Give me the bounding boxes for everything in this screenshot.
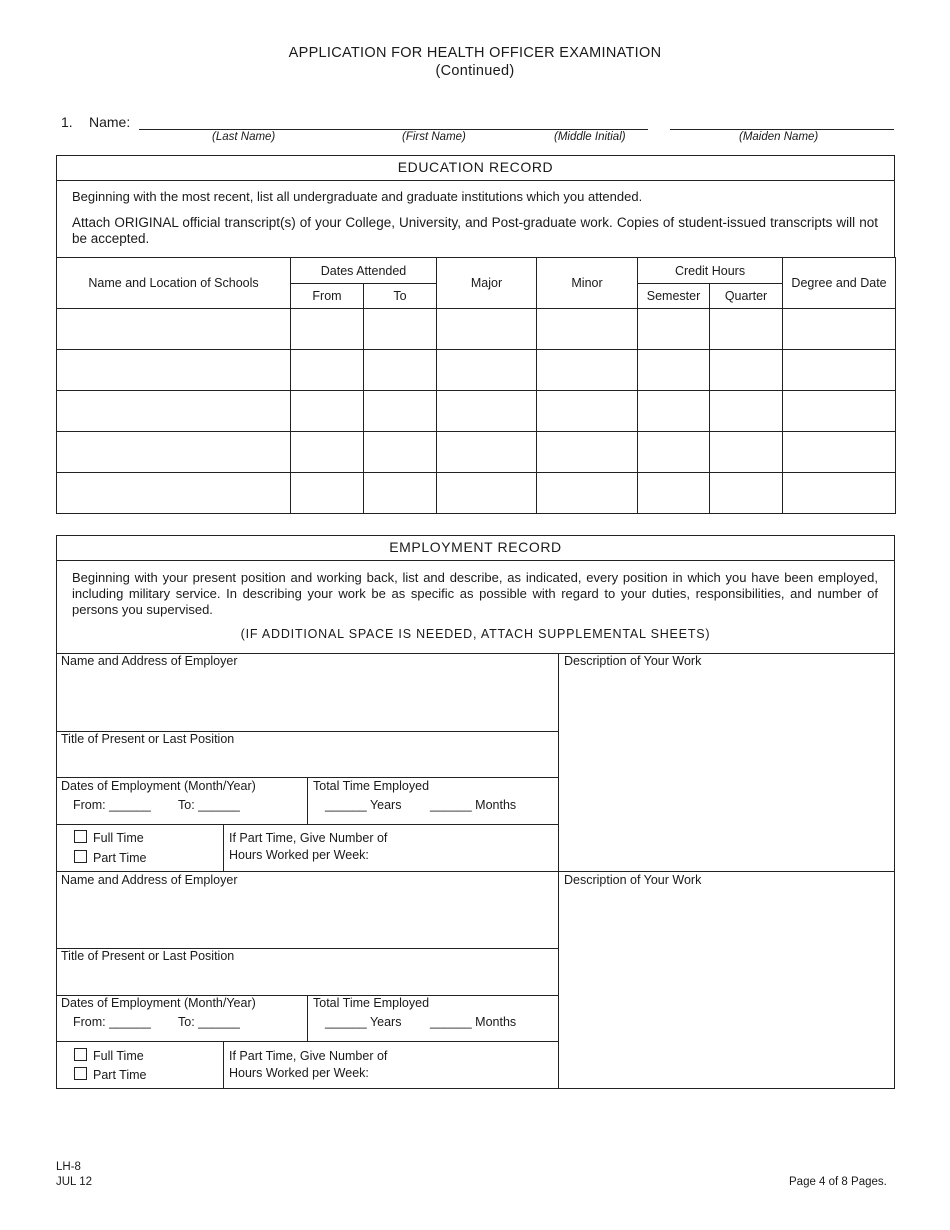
col-minor-header: Minor [537,258,638,309]
full-time-checkbox[interactable] [74,830,87,843]
employment-block-1 [56,653,895,872]
divider [56,1041,558,1042]
major-cell[interactable] [437,309,537,350]
education-table [56,257,896,514]
to-cell[interactable] [364,432,437,473]
col-major-header: Major [437,258,537,309]
quarter-cell[interactable] [710,350,783,391]
full-time-label: Full Time [93,1049,144,1063]
divider [56,824,558,825]
school-cell[interactable] [57,432,291,473]
from-cell[interactable] [291,391,364,432]
table-row [57,391,896,432]
from-cell[interactable] [291,350,364,391]
semester-cell[interactable] [638,309,710,350]
to-field[interactable]: To: ______ [178,798,240,812]
to-cell[interactable] [364,391,437,432]
minor-cell[interactable] [537,473,638,514]
total-time-label: Total Time Employed [313,996,430,1010]
employer-label: Name and Address of Employer [61,873,238,887]
divider [223,824,224,872]
dates-label: Dates of Employment (Month/Year) [61,996,256,1010]
minor-cell[interactable] [537,391,638,432]
employer-label: Name and Address of Employer [61,654,238,668]
position-title-label: Title of Present or Last Position [61,732,235,746]
minor-cell[interactable] [537,309,638,350]
table-row [57,350,896,391]
form-subtitle: (Continued) [435,63,515,79]
semester-cell[interactable] [638,432,710,473]
major-cell[interactable] [437,473,537,514]
maiden-name-input-line[interactable] [670,129,894,130]
page-number: Page 4 of 8 Pages. [789,1176,887,1188]
name-label: Name: [89,114,131,130]
education-intro-1: Beginning with the most recent, list all undergraduate and graduate institutions which you attended. [72,189,643,204]
from-field[interactable]: From: ______ [73,798,151,812]
middle-initial-caption: (Middle Initial) [554,131,626,143]
employment-record-title: EMPLOYMENT RECORD [389,539,562,555]
col-school-header: Name and Location of Schools [57,258,291,309]
education-intro-2: Attach ORIGINAL official transcript(s) of your College, University, and Post-graduate work. Copies of student-issued transcripts will not be accepted. [72,215,878,246]
full-time-option[interactable] [74,830,144,845]
major-cell[interactable] [437,391,537,432]
maiden-name-caption: (Maiden Name) [739,131,819,143]
divider [307,777,308,824]
school-cell[interactable] [57,473,291,514]
col-dates-header: Dates Attended [291,258,437,284]
block-2-vertical-divider [558,871,559,1089]
table-row [57,473,896,514]
employment-intro: Beginning with your present position and working back, list and describe, as indicated, every position in which you have been employed, including military service. In describing your work be as specific as possible with regard to your duties, responsibilities, and number of persons you supervised. [72,570,878,617]
part-time-option[interactable] [74,850,147,865]
school-cell[interactable] [57,309,291,350]
col-quarter-header: Quarter [710,284,783,309]
col-credit-header: Credit Hours [638,258,783,284]
part-time-label: Part Time [93,851,147,865]
degree-cell[interactable] [783,473,896,514]
form-title: APPLICATION FOR HEALTH OFFICER EXAMINATION [288,45,662,61]
last-name-caption: (Last Name) [212,131,276,143]
years-field[interactable]: ______ Years [325,1015,402,1029]
school-cell[interactable] [57,350,291,391]
semester-cell[interactable] [638,391,710,432]
minor-cell[interactable] [537,432,638,473]
education-title-divider [56,180,895,181]
from-cell[interactable] [291,432,364,473]
to-field[interactable]: To: ______ [178,1015,240,1029]
quarter-cell[interactable] [710,309,783,350]
form-date: JUL 12 [56,1176,93,1188]
name-input-line[interactable] [139,129,648,130]
from-field[interactable]: From: ______ [73,1015,151,1029]
supplemental-note: (IF ADDITIONAL SPACE IS NEEDED, ATTACH SUPPLEMENTAL SHEETS) [240,627,711,641]
part-time-option[interactable] [74,1067,147,1082]
part-time-label: Part Time [93,1068,147,1082]
description-label: Description of Your Work [564,654,702,668]
part-time-checkbox[interactable] [74,850,87,863]
months-field[interactable]: ______ Months [430,1015,517,1029]
minor-cell[interactable] [537,350,638,391]
total-time-label: Total Time Employed [313,779,430,793]
to-cell[interactable] [364,350,437,391]
education-record-title: EDUCATION RECORD [397,159,554,175]
col-degree-header: Degree and Date [783,258,896,309]
major-cell[interactable] [437,350,537,391]
full-time-checkbox[interactable] [74,1048,87,1061]
to-cell[interactable] [364,473,437,514]
description-label: Description of Your Work [564,873,702,887]
col-semester-header: Semester [638,284,710,309]
months-field[interactable]: ______ Months [430,798,517,812]
to-cell[interactable] [364,309,437,350]
quarter-cell[interactable] [710,391,783,432]
divider [223,1041,224,1089]
block-1-vertical-divider [558,653,559,872]
from-cell[interactable] [291,309,364,350]
name-number: 1. [61,114,73,130]
dates-label: Dates of Employment (Month/Year) [61,779,256,793]
semester-cell[interactable] [638,473,710,514]
school-cell[interactable] [57,391,291,432]
degree-cell[interactable] [783,391,896,432]
table-row [57,309,896,350]
degree-cell[interactable] [783,432,896,473]
table-row [57,432,896,473]
hours-label-line2: Hours Worked per Week: [229,848,369,862]
employment-title-divider [56,560,895,561]
employment-block-2 [56,871,895,1089]
quarter-cell[interactable] [710,473,783,514]
position-title-label: Title of Present or Last Position [61,949,235,963]
divider [307,995,308,1041]
hours-label-line1: If Part Time, Give Number of [229,1049,388,1063]
quarter-cell[interactable] [710,432,783,473]
form-id: LH-8 [56,1161,81,1173]
semester-cell[interactable] [638,350,710,391]
degree-cell[interactable] [783,309,896,350]
years-field[interactable]: ______ Years [325,798,402,812]
degree-cell[interactable] [783,350,896,391]
from-cell[interactable] [291,473,364,514]
col-from-header: From [291,284,364,309]
hours-label-line1: If Part Time, Give Number of [229,831,388,845]
hours-label-line2: Hours Worked per Week: [229,1066,369,1080]
part-time-checkbox[interactable] [74,1067,87,1080]
major-cell[interactable] [437,432,537,473]
first-name-caption: (First Name) [402,131,466,143]
full-time-label: Full Time [93,831,144,845]
col-to-header: To [364,284,437,309]
full-time-option[interactable] [74,1048,144,1063]
